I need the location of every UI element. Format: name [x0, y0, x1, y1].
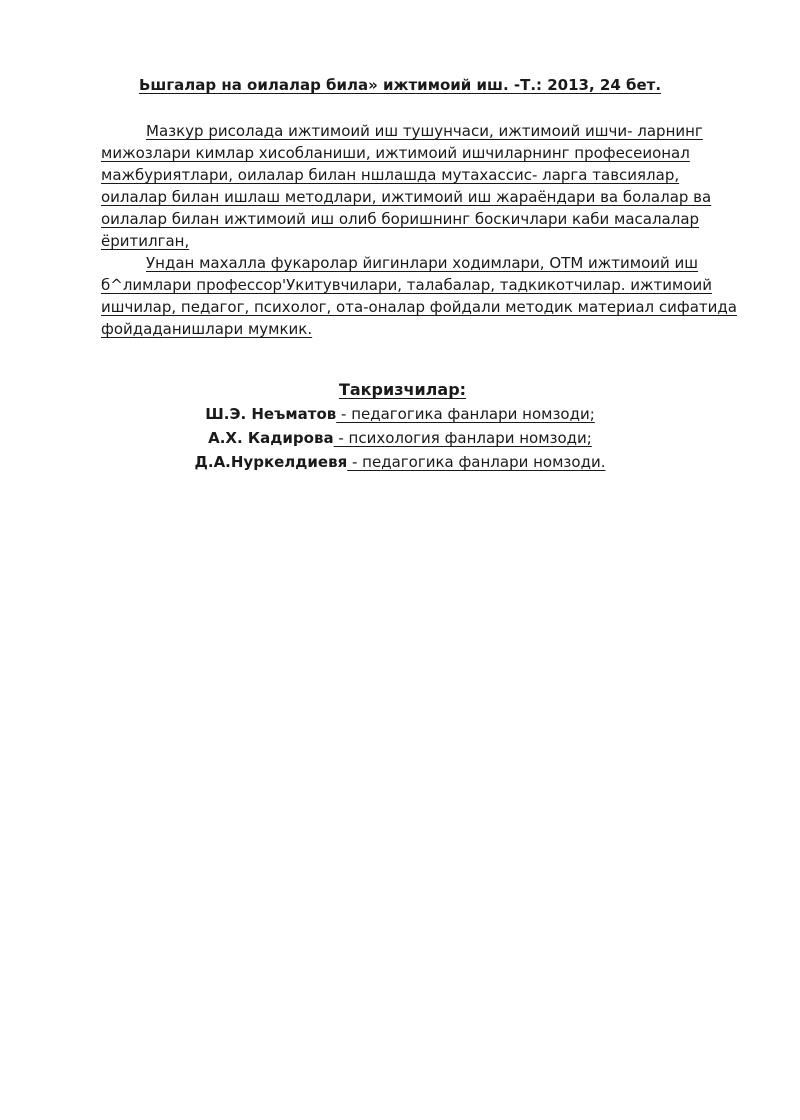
paragraph1-line: мижозлари кимлар хисобланиши, ижтимоий ишчиларнинг професеионал	[101, 144, 690, 162]
reviewer-role: - педагогика фанлари номзоди;	[336, 405, 595, 423]
reviewers-heading: Такризчилар:	[338, 380, 467, 399]
reviewer-entry	[0, 402, 800, 426]
reviewer-entry	[0, 426, 800, 450]
paragraph1-line: ёритилган,	[101, 232, 190, 250]
paragraph2-line: фойдаданишлари мумкик.	[101, 320, 313, 338]
paragraph1-line: оилалар билан ижтимоий иш олиб боришнинг боскичлари каби масалалар	[101, 210, 700, 228]
reviewer-role: - педагогика фанлари номзоди.	[347, 453, 606, 471]
paragraph1-line: мажбуриятлари, оилалар билан ншлашда мутахассис- ларга тавсиялар,	[101, 166, 680, 184]
paragraph2-line: ишчилар, педагог, психолог, ота-оналар фойдали методик материал сифатида	[101, 298, 737, 316]
document-title: Ьшгалар на оилалар била» ижтимоий иш. -Т.: 2013, 24 бет.	[138, 76, 662, 94]
annotation-text	[101, 120, 741, 340]
paragraph2-line: б^лимлари профессор'Укитувчилари, талабалар, тадкикотчилар. ижтимоий	[101, 276, 713, 294]
paragraph1-line: оилалар билан ишлаш методлари, ижтимоий иш жараёндари ва болалар ва	[101, 188, 712, 206]
reviewer-role: - психология фанлари номзоди;	[333, 429, 592, 447]
paragraph2-line: Ундан махалла фукаролар йигинлари ходимлари, ОТМ ижтимоий иш	[146, 254, 699, 272]
reviewer-name: А.Х. Кадирова	[208, 429, 334, 447]
reviewer-name: Ш.Э. Неъматов	[205, 405, 337, 423]
reviewer-entry	[0, 450, 800, 474]
paragraph1-line: Мазкур рисолада ижтимоий иш тушунчаси, ижтимоий ишчи- ларнинг	[146, 122, 703, 140]
reviewer-name: Д.А.Нуркелдиевя	[194, 453, 348, 471]
reviewers-block	[0, 378, 800, 474]
